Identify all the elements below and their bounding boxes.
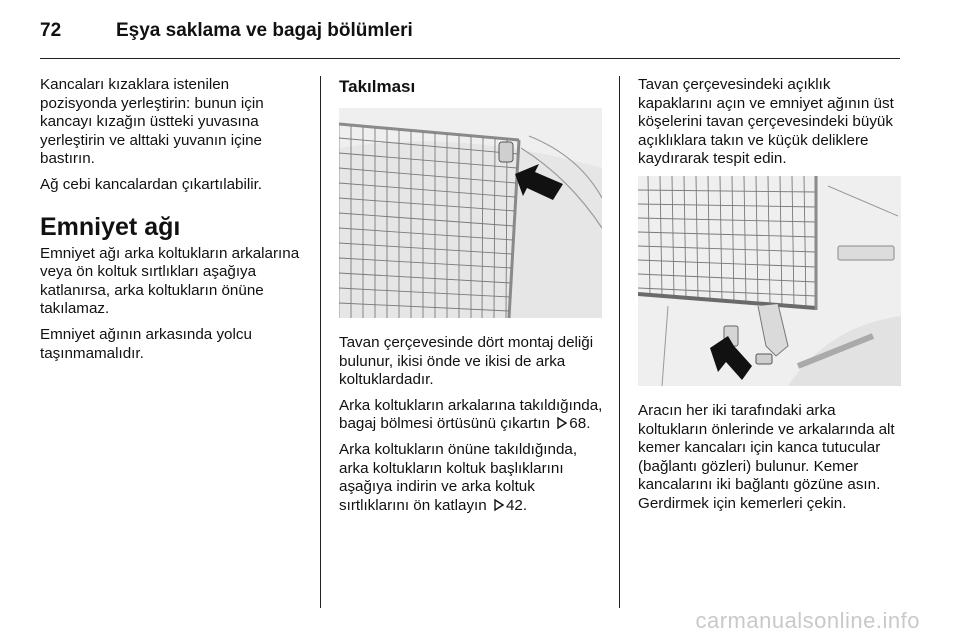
- page-title: Eşya saklama ve bagaj bölümleri: [116, 20, 413, 41]
- page-reference-icon: [556, 417, 567, 429]
- paragraph: [339, 397, 607, 434]
- page-reference[interactable]: 42.: [505, 496, 528, 514]
- roof-mount-illustration: [339, 108, 602, 318]
- column-3: [638, 76, 906, 521]
- floor-hook-arrow-icon: [638, 176, 901, 386]
- roof-mount-arrow-icon: [339, 108, 602, 318]
- column-1: [40, 76, 302, 370]
- paragraph: Kancaları kızaklara istenilen pozisyonda yerleştirin: bunun için kancayı kızağın üstteki yuvasına yerleştirin ve alttaki yuvanın içine bastırın.: [40, 76, 264, 168]
- page-reference[interactable]: 68.: [569, 415, 591, 433]
- watermark: carmanualsonline.info: [695, 608, 920, 633]
- column-divider-1: [320, 76, 321, 608]
- section-title: Emniyet ağı: [40, 212, 181, 241]
- column-2: [339, 76, 607, 522]
- paragraph: Emniyet ağı arka koltukların arkalarına veya ön koltuk sırtlıkları aşağıya katlanırsa, arka koltukların önüne takılamaz.: [40, 244, 300, 318]
- paragraph: Emniyet ağının arkasında yolcu taşınmamalıdır.: [40, 325, 252, 362]
- paragraph-text: Arka koltukların arkalarına takıldığında, bagaj bölmesi örtüsünü çıkartın: [339, 396, 603, 433]
- paragraph: [339, 441, 607, 515]
- header-divider: [40, 58, 900, 59]
- floor-hook-illustration: [638, 176, 901, 386]
- page-reference-icon: [493, 499, 504, 511]
- paragraph-text: Arka koltukların önüne takıldığında, arka koltukların koltuk başlıklarını aşağıya indirin ve arka koltuk sırtlıklarını ön katlayın: [339, 440, 578, 514]
- paragraph: Tavan çerçevesindeki açıklık kapaklarını açın ve emniyet ağının üst köşelerini tavan çerçevesindeki büyük açıklıklara takın ve küçük deliklere kaydırarak tespit edin.: [638, 76, 894, 168]
- paragraph: Tavan çerçevesinde dört montaj deliği bulunur, ikisi önde ve ikisi de arka koltuklardadır.: [339, 334, 594, 389]
- column-divider-2: [619, 76, 620, 608]
- page-number: 72: [40, 20, 62, 41]
- subheading: Takılması: [339, 77, 416, 96]
- paragraph: Aracın her iki tarafındaki arka koltukların önlerinde ve arkalarında alt kemer kancaları için kanca tutucular (bağlantı gözleri) bulunur. Kemer kancalarını iki bağlantı gözüne asın. Gerdirmek için kemerleri çekin.: [638, 401, 895, 512]
- paragraph: Ağ cebi kancalardan çıkartılabilir.: [40, 175, 263, 193]
